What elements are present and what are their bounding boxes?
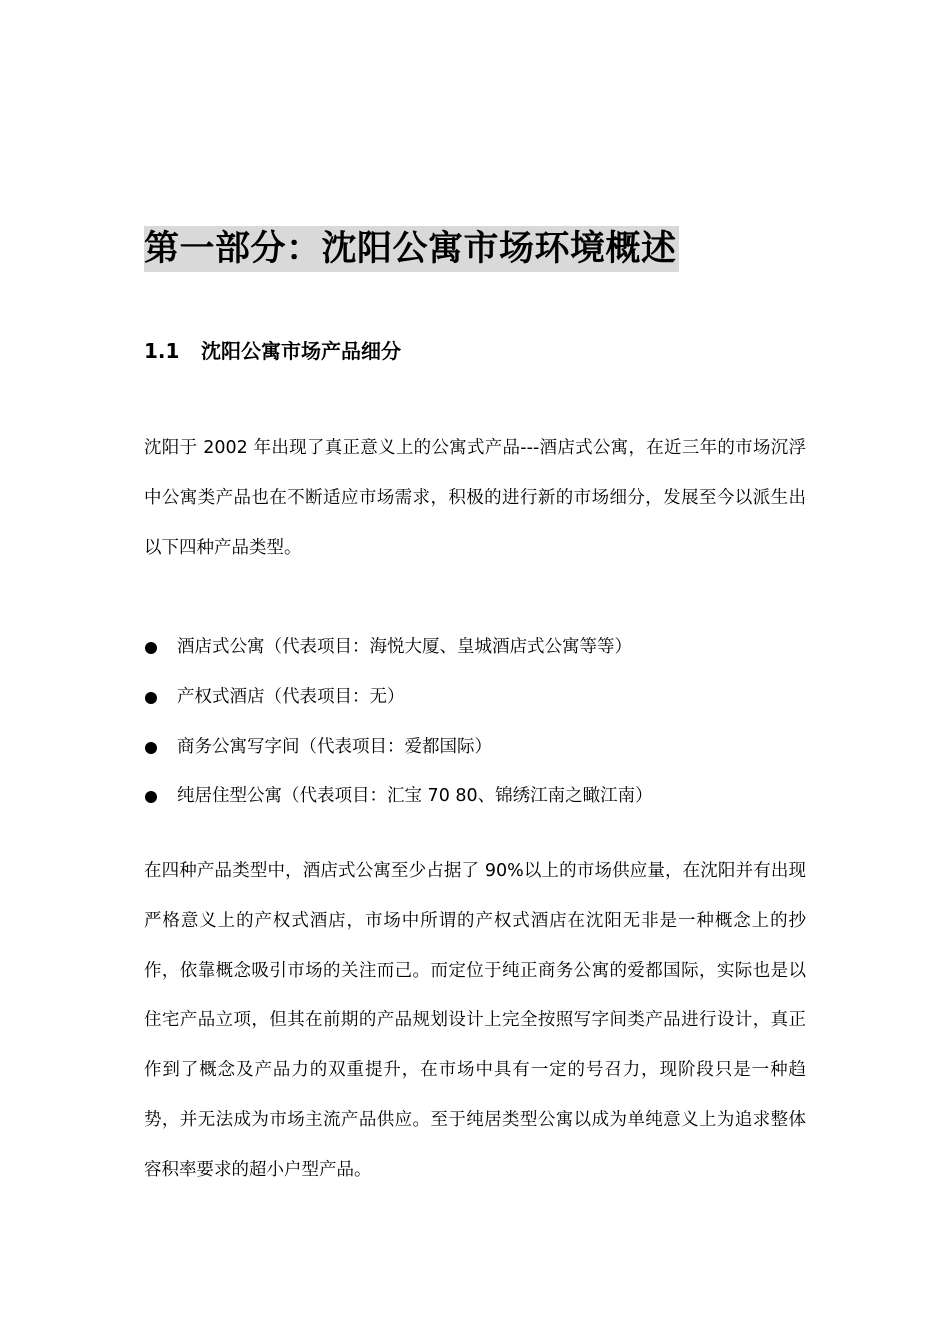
list-item-text: 酒店式公寓（代表项目：海悦大厦、皇城酒店式公寓等等） xyxy=(177,637,632,657)
part-title: 第一部分：沈阳公寓市场环境概述 xyxy=(144,226,679,272)
list-item-text: 产权式酒店（代表项目：无） xyxy=(177,686,405,707)
section-title: 沈阳公寓市场产品细分 xyxy=(201,339,401,363)
product-type-list xyxy=(144,623,806,822)
bullet-icon xyxy=(145,791,157,803)
analysis-paragraph: 在四种产品类型中，酒店式公寓至少占据了 90%以上的市场供应量，在沈阳并有出现严格意义上的产权式酒店，市场中所谓的产权式酒店在沈阳无非是一种概念上的抄作，依靠概念吸引市场的关注而己。而定位于纯正商务公寓的爱都国际，实际也是以住宅产品立项，但其在前期的产品规划设计上完全按照写字间类产品进行设计，真正作到了概念及产品力的双重提升，在市场中具有一定的号召力，现阶段只是一种趋势，并无法成为市场主流产品供应。至于纯居类型公寓以成为单纯意义上为追求整体容积率要求的超小户型产品。 xyxy=(144,861,806,1180)
list-item-text: 商务公寓写字间（代表项目：爱都国际） xyxy=(177,736,492,757)
bullet-icon xyxy=(145,742,157,754)
list-item xyxy=(144,673,806,723)
bullet-icon xyxy=(145,692,157,704)
section-heading xyxy=(144,336,401,366)
bullet-icon xyxy=(145,642,157,654)
list-item xyxy=(144,772,806,822)
list-item xyxy=(144,623,806,673)
intro-paragraph: 沈阳于 2002 年出现了真正意义上的公寓式产品---酒店式公寓，在近三年的市场沉浮中公寓类产品也在不断适应市场需求，积极的进行新的市场细分，发展至今以派生出以下四种产品类型。 xyxy=(144,438,806,558)
section-number: 1.1 xyxy=(144,339,180,363)
list-item xyxy=(144,723,806,773)
list-item-text: 纯居住型公寓（代表项目：汇宝 70 80、锦绣江南之瞰江南） xyxy=(177,786,653,807)
